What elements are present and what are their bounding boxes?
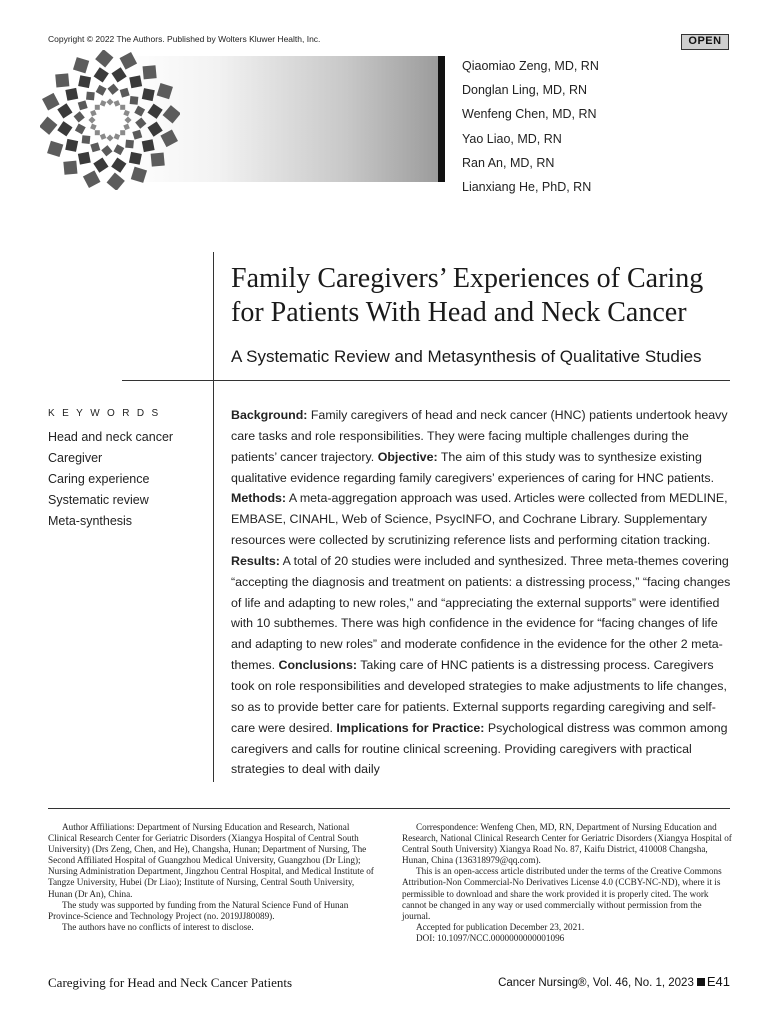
logo-square	[157, 83, 173, 99]
footnotes-right-column	[402, 822, 732, 944]
article-title	[231, 262, 731, 330]
abstract-background-text: Family caregivers of head and neck cancer (HNC) patients undertook heavy care tasks and role responsibilities. They were facing multiple challenges during the patients’ cancer trajectory.	[231, 408, 728, 464]
author-name: Wenfeng Chen, MD, RN	[462, 107, 597, 122]
logo-square	[147, 121, 162, 136]
abstract-results-text: A total of 20 studies were included and synthesized. Three meta-themes covering “accepting the diagnosis and treatment on patients: a distressing process,” “facing changes of life and adapting to new roles,” and “appreciating the external supports” were identified with 10 subthemes. There was high confidence in the evidence for “facing changes of life and adapting to new roles” and moderate confidence in the evidence for the other 2 meta-themes.	[231, 553, 731, 673]
funding-note: The study was supported by funding from the Natural Science Fund of Hunan Province-Science and Technology Project (no. 2019JJ80089).	[48, 899, 349, 921]
logo-square	[163, 105, 180, 123]
logo-square	[95, 50, 113, 67]
logo-square	[40, 117, 57, 135]
correspondence-note: Correspondence: Wenfeng Chen, MD, RN, Department of Nursing Education and Research, National Clinical Research Center for Geriatric Disorders (Xiangya Hospital of Central South University) Xiangya Road No. 87, Kaifu District, 410008 Changsha, Hunan, China (136318979@qq.com).	[402, 822, 732, 866]
footnote-divider	[48, 808, 730, 809]
logo-square	[123, 110, 130, 117]
logo-square	[42, 93, 60, 111]
logo-square	[125, 140, 134, 149]
logo-square	[131, 167, 147, 183]
logo-square	[100, 100, 107, 107]
logo-square	[107, 173, 125, 190]
accepted-date: Accepted for publication December 23, 2021.	[416, 921, 585, 932]
logo-square	[114, 133, 121, 140]
logo-square	[134, 106, 145, 117]
logo-square	[93, 157, 108, 172]
open-access-badge: OPEN	[681, 34, 729, 50]
author-name: Donglan Ling, MD, RN	[462, 83, 588, 98]
keyword-item: Caring experience	[48, 472, 150, 486]
title-vertical-rule	[213, 252, 214, 782]
logo-square	[111, 157, 126, 172]
square-bullet-icon	[697, 978, 705, 986]
logo-square	[78, 100, 88, 110]
logo-square	[142, 139, 155, 152]
logo-square	[106, 134, 113, 141]
logo-square	[78, 75, 91, 88]
abstract-methods-label: Methods:	[231, 491, 287, 506]
logo-square	[160, 130, 178, 148]
article-subtitle: A Systematic Review and Metasynthesis of Qualitative Studies	[231, 347, 702, 366]
journal-citation	[470, 974, 730, 989]
logo-square	[130, 96, 139, 105]
keyword-item: Meta-synthesis	[48, 514, 133, 528]
abstract-results-label: Results:	[231, 553, 280, 568]
logo-square	[47, 141, 63, 157]
abstract-objective-label: Objective:	[377, 449, 438, 464]
author-name: Qiaomiao Zeng, MD, RN	[462, 59, 599, 73]
logo-square	[120, 88, 130, 98]
abstract-objective-text: The aim of this study was to synthesize existing qualitative evidence regarding family caregivers’ experiences of caring for HNC patients.	[231, 449, 715, 485]
logo-square	[57, 103, 72, 118]
footnotes-left-column	[48, 822, 378, 933]
logo-square	[74, 111, 85, 122]
logo-square	[143, 65, 157, 79]
logo-square	[90, 124, 97, 131]
author-name: Lianxiang He, PhD, RN	[462, 180, 592, 195]
keyword-item: Head and neck cancer	[48, 430, 174, 444]
logo-square	[82, 135, 91, 144]
journal-issue: Cancer Nursing®, Vol. 46, No. 1, 2023	[498, 977, 694, 989]
keywords-list	[48, 427, 173, 532]
abstract-implications-text: Psychological distress was common among caregivers and calls for routine clinical screening. Providing caregivers with practical strategies to deal with daily	[231, 720, 728, 777]
article-title-line: Family Caregivers’ Experiences of Caring	[231, 263, 704, 294]
logo-square	[120, 130, 125, 135]
keywords-heading: KEYWORDS	[48, 408, 166, 419]
logo-square	[147, 104, 162, 119]
logo-square	[120, 52, 138, 70]
logo-square	[124, 116, 131, 123]
abstract-conclusions-text: Taking care of HNC patients is a distressing process. Caregivers took on role responsibilities and developed strategies to make adjustments to life changes, so as to provide better care for patients. External supports regarding caregiving and self-care were desired.	[231, 658, 727, 735]
logo-square	[135, 117, 146, 128]
logo-square	[129, 152, 142, 165]
article-title-line: for Patients With Head and Neck Cancer	[231, 297, 687, 328]
license-note: This is an open-access article distributed under the terms of the Creative Commons Attribution-Non Commercial-No Derivatives License 4.0 (CCBY-NC-ND), where it is permissible to download and share the work provided it is properly cited. The work cannot be changed in any way or used commercially without permission from the journal.	[402, 866, 722, 921]
logo-square	[75, 123, 86, 134]
author-affiliations: Author Affiliations: Department of Nursing Education and Research, National Clinical Research Center for Geriatric Disorders (Xiangya Hospital of Central South University) (Drs Zeng, Chen, and He), Changsha, Hunan; Department of Nursing, The Second Affiliated Hospital of Guangzhou Medical University, Guangzhou (Dr Ling); Nursing Administration Department, Jingzhou Central Hospital, and Medical Institute of Tangze University, Hubei (Dr Liao); Institute of Nursing, Central South University, Hunan (Dr An), China.	[48, 822, 374, 899]
abstract-methods-text: A meta-aggregation approach was used. Articles were collected from MEDLINE, EMBASE, CINAHL, Web of Science, PsycINFO, and Cochrane Library. Supplementary resources were collected by scrutinizing reference lists and performing citation tracking.	[231, 491, 728, 548]
logo-square	[129, 75, 142, 88]
logo-square	[65, 88, 78, 101]
logo-square	[107, 84, 118, 95]
logo-square	[111, 67, 126, 82]
logo-square	[78, 152, 91, 165]
logo-square	[73, 57, 89, 73]
doi: DOI: 10.1097/NCC.0000000000001096	[416, 932, 565, 943]
title-horizontal-rule	[122, 380, 730, 381]
abstract-background-label: Background:	[231, 408, 308, 422]
author-name: Ran An, MD, RN	[462, 155, 555, 170]
logo-square	[101, 145, 112, 156]
logo-square	[65, 139, 78, 152]
logo-square	[123, 124, 130, 131]
logo-square	[113, 144, 124, 155]
logo-square	[94, 67, 109, 82]
logo-square	[83, 170, 101, 188]
logo-square	[95, 130, 100, 135]
logo-square	[120, 105, 125, 110]
logo-square	[114, 100, 121, 107]
running-title: Caregiving for Head and Neck Cancer Patients	[48, 975, 293, 990]
conflict-of-interest-note: The authors have no conflicts of interest to disclose.	[62, 921, 254, 932]
logo-square	[90, 110, 97, 117]
author-list	[462, 54, 599, 199]
logo-square	[106, 98, 113, 105]
page-number: E41	[706, 974, 730, 989]
author-name: Yao Liao, MD, RN	[462, 131, 562, 146]
logo-square	[63, 161, 77, 175]
journal-logo-icon	[40, 50, 180, 190]
logo-square	[96, 85, 107, 96]
logo-square	[86, 92, 95, 101]
logo-square	[55, 73, 69, 87]
logo-square	[95, 105, 100, 110]
keyword-item: Caregiver	[48, 451, 103, 465]
logo-square	[100, 133, 107, 140]
abstract-implications-label: Implications for Practice:	[336, 720, 485, 735]
logo-square	[132, 130, 142, 140]
copyright-notice: Copyright © 2022 The Authors. Published by Wolters Kluwer Health, Inc.	[48, 34, 321, 44]
header-divider-bar	[438, 56, 445, 182]
abstract-conclusions-label: Conclusions:	[278, 658, 358, 673]
logo-square	[90, 142, 100, 152]
logo-square	[151, 153, 165, 167]
logo-square	[57, 121, 72, 136]
abstract-body	[231, 405, 731, 780]
keyword-item: Systematic review	[48, 493, 149, 507]
logo-square	[142, 88, 155, 101]
logo-square	[88, 116, 95, 123]
